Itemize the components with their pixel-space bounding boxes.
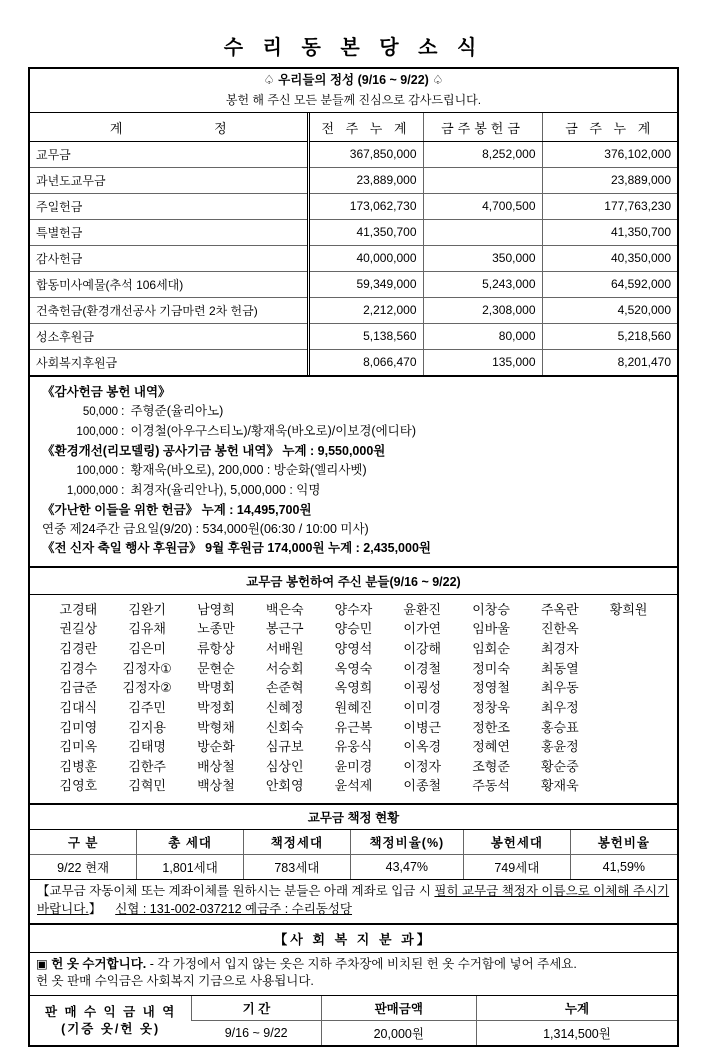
sales-header-amount: 판매금액 [321, 996, 476, 1021]
header-account-right: 정 [214, 118, 227, 137]
stats-value-row [30, 855, 677, 880]
contributor-name: 진한옥 [525, 621, 594, 638]
contributor-name: 옥영숙 [319, 661, 388, 678]
contributor-name: 안회영 [250, 778, 319, 795]
contributor-name: 김병훈 [44, 759, 113, 776]
offering-row-total: 376,102,000 [542, 141, 677, 167]
contributor-name: 박명회 [182, 680, 251, 697]
remodel-names-0: 황재욱(바오로), 200,000 : 방순화(엘리사벳) [130, 463, 366, 477]
contributor-name: 김금준 [44, 680, 113, 697]
thanks-amount-1: 100,000 [42, 424, 118, 442]
contributor-name: 양승민 [319, 621, 388, 638]
offering-row-week: 4,700,500 [423, 193, 542, 219]
contributor-name: 배상철 [182, 759, 251, 776]
offering-details [30, 377, 677, 566]
contributor-name [594, 759, 663, 776]
contributor-name: 손준혁 [250, 680, 319, 697]
clothing-collection-notice [30, 953, 677, 997]
header-this-week: 금주봉헌금 [423, 113, 542, 142]
contributor-name: 이굉성 [388, 680, 457, 697]
offering-banner: ♤ 우리들의 정성 (9/16 ~ 9/22) ♤ [30, 69, 677, 92]
contributor-name: 심규보 [250, 739, 319, 756]
offering-row-week [423, 167, 542, 193]
table-row [30, 167, 677, 193]
contributor-name: 정한조 [457, 720, 526, 737]
stats-header-cell: 봉헌세대 [463, 830, 570, 855]
contributor-name: 임바울 [457, 621, 526, 638]
sales-value-total: 1,314,500원 [476, 1021, 677, 1046]
contributor-name: 최우정 [525, 700, 594, 717]
thanks-names-1: 이경철(아우구스티노)/황재욱(바오로)/이보경(에디타) [130, 424, 416, 438]
contributor-name: 주옥란 [525, 602, 594, 619]
contributor-name: 김유채 [113, 621, 182, 638]
contributor-name [594, 720, 663, 737]
offering-row-week [423, 219, 542, 245]
contributor-name: 윤미경 [319, 759, 388, 776]
offering-row-prev: 23,889,000 [308, 167, 423, 193]
sales-header-period: 기 간 [192, 996, 321, 1021]
poor-offering-header: 《가난한 이들을 위한 헌금》 누계 : 14,495,700원 [42, 501, 667, 520]
offering-row-name: 주일헌금 [30, 193, 308, 219]
contributor-name: 최동열 [525, 661, 594, 678]
offering-row-name: 특별헌금 [30, 219, 308, 245]
contributor-name: 유웅식 [319, 739, 388, 756]
sales-value-amount: 20,000원 [321, 1021, 476, 1046]
contributor-name: 봉근구 [250, 621, 319, 638]
table-row [30, 141, 677, 167]
contributor-name: 박형채 [182, 720, 251, 737]
remodel-amount-1: 1,000,000 [42, 483, 118, 501]
contributor-name: 유근복 [319, 720, 388, 737]
contributor-name: 이병근 [388, 720, 457, 737]
contributor-name: 심상인 [250, 759, 319, 776]
social-welfare-title: 【사 회 복 지 분 과】 [30, 925, 677, 953]
clothing-sales-table [30, 996, 677, 1045]
offering-row-week: 5,243,000 [423, 271, 542, 297]
contributor-name: 김주민 [113, 700, 182, 717]
contributor-name: 권길상 [44, 621, 113, 638]
thanks-offering-header: 《감사헌금 봉헌 내역》 [42, 383, 667, 402]
transfer-notice-underlined: 필히 교무금 책정자 이름으로 이체해 주시기 바랍니다. [37, 884, 669, 916]
transfer-notice-text1: 【교무금 자동이체 또는 계좌이체를 원하시는 분들은 아래 계좌로 입금 시 [37, 884, 434, 898]
transfer-notice [30, 879, 677, 923]
contributor-name [594, 778, 663, 795]
assessment-stats-section [28, 805, 679, 925]
contributor-name [594, 739, 663, 756]
contributor-name [594, 641, 663, 658]
offering-row-prev: 8,066,470 [308, 349, 423, 375]
table-row [30, 193, 677, 219]
contributor-name [594, 621, 663, 638]
offering-row-total: 4,520,000 [542, 297, 677, 323]
contributor-name: 윤석제 [319, 778, 388, 795]
contributor-name: 황재욱 [525, 778, 594, 795]
offering-row-prev: 2,212,000 [308, 297, 423, 323]
contributor-name [594, 700, 663, 717]
contributor-name: 방순화 [182, 739, 251, 756]
sales-header-total: 누계 [476, 996, 677, 1021]
contributor-name: 원혜진 [319, 700, 388, 717]
offering-table-header-row [30, 113, 677, 142]
contributor-name: 정미숙 [457, 661, 526, 678]
contributor-name: 조형준 [457, 759, 526, 776]
contributor-names-title: 교무금 봉헌하여 주신 분들(9/16 ~ 9/22) [30, 568, 677, 595]
offering-row-name: 사회복지후원금 [30, 349, 308, 375]
contributor-name: 노종만 [182, 621, 251, 638]
contributor-name [594, 661, 663, 678]
thanks-line-0: 50,000 : 주형준(율리아노) [42, 402, 667, 422]
contributor-name: 양영석 [319, 641, 388, 658]
contributor-names-grid [30, 595, 677, 803]
offering-row-name: 과년도교무금 [30, 167, 308, 193]
stats-header-cell: 책정비율(%) [350, 830, 463, 855]
table-row [30, 349, 677, 375]
contributor-name: 이미경 [388, 700, 457, 717]
poor-offering-line: 연중 제24주간 금요일(9/20) : 534,000원(06:30 / 10:00 미사) [42, 520, 667, 539]
offering-row-total: 23,889,000 [542, 167, 677, 193]
social-welfare-section [28, 925, 679, 1047]
contributor-name: 정영철 [457, 680, 526, 697]
header-account [30, 113, 308, 142]
remodel-names-1: 최경자(율리안나), 5,000,000 : 익명 [130, 483, 320, 497]
transfer-notice-account: 신협 : 131-002-037212 예금주 : 수리동성당 [115, 902, 352, 916]
stats-header-cell: 봉헌비율 [570, 830, 677, 855]
offering-row-total: 41,350,700 [542, 219, 677, 245]
contributor-name: 김정자① [113, 661, 182, 678]
thanks-amount-0: 50,000 [42, 404, 118, 422]
contributor-name: 백은숙 [250, 602, 319, 619]
offering-table [30, 113, 677, 375]
header-current-total: 금 주 누 계 [542, 113, 677, 142]
table-row [30, 219, 677, 245]
thanks-line-1: 100,000 : 이경철(아우구스티노)/황재욱(바오로)/이보경(에디타) [42, 422, 667, 442]
offering-row-name: 합동미사예물(추석 106세대) [30, 271, 308, 297]
contributor-name: 김완기 [113, 602, 182, 619]
remodel-line-0: 100,000 : 황재욱(바오로), 200,000 : 방순화(엘리사벳) [42, 461, 667, 481]
contributor-name: 주동석 [457, 778, 526, 795]
contributor-name: 김혁민 [113, 778, 182, 795]
contributor-name: 박정회 [182, 700, 251, 717]
stats-header-cell: 총 세대 [137, 830, 244, 855]
page-title: 수 리 동 본 당 소 식 [28, 0, 679, 67]
offering-row-week: 8,252,000 [423, 141, 542, 167]
contributor-name [594, 680, 663, 697]
contributor-name: 김정자② [113, 680, 182, 697]
contributor-name: 김은미 [113, 641, 182, 658]
table-row [30, 245, 677, 271]
offering-row-total: 8,201,470 [542, 349, 677, 375]
offering-row-name: 교무금 [30, 141, 308, 167]
contributor-names-section [28, 568, 679, 805]
offering-row-week: 135,000 [423, 349, 542, 375]
contributor-name: 김지용 [113, 720, 182, 737]
offering-row-total: 64,592,000 [542, 271, 677, 297]
stats-header-row [30, 830, 677, 855]
offering-row-prev: 367,850,000 [308, 141, 423, 167]
contributor-name: 김미옥 [44, 739, 113, 756]
contributor-name: 서승회 [250, 661, 319, 678]
contributor-name: 김미영 [44, 720, 113, 737]
contributor-name: 신혜정 [250, 700, 319, 717]
offering-details-section [28, 377, 679, 568]
offering-row-week: 2,308,000 [423, 297, 542, 323]
contributor-name: 서배원 [250, 641, 319, 658]
transfer-notice-text2: 】 [89, 902, 102, 916]
remodel-amount-0: 100,000 [42, 463, 118, 481]
offering-row-week: 80,000 [423, 323, 542, 349]
offering-row-week: 350,000 [423, 245, 542, 271]
bullet-icon: ▣ [36, 957, 48, 971]
contributor-name: 정창욱 [457, 700, 526, 717]
offering-row-prev: 59,349,000 [308, 271, 423, 297]
contributor-name: 김태명 [113, 739, 182, 756]
contributor-name: 이종철 [388, 778, 457, 795]
offering-section [28, 67, 679, 377]
offering-row-prev: 40,000,000 [308, 245, 423, 271]
contributor-name: 이가연 [388, 621, 457, 638]
contributor-name: 백상철 [182, 778, 251, 795]
stats-value-cell: 1,801세대 [137, 855, 244, 880]
contributor-name: 이경철 [388, 661, 457, 678]
sales-label-cell [30, 996, 192, 1045]
offering-row-total: 5,218,560 [542, 323, 677, 349]
offering-row-prev: 41,350,700 [308, 219, 423, 245]
header-prev-total: 전 주 누 계 [308, 113, 423, 142]
contributor-name: 홍승표 [525, 720, 594, 737]
stats-header-cell: 구 분 [30, 830, 137, 855]
contributor-name: 이창승 [457, 602, 526, 619]
contributor-name: 문현순 [182, 661, 251, 678]
contributor-name: 고경태 [44, 602, 113, 619]
contributor-name: 정혜연 [457, 739, 526, 756]
offering-table-body [30, 141, 677, 375]
assessment-stats-table [30, 830, 677, 879]
contributor-name: 이정자 [388, 759, 457, 776]
sales-label-line2: (기증 옷/헌 옷) [30, 1021, 191, 1038]
contributor-name: 김한주 [113, 759, 182, 776]
table-row [30, 271, 677, 297]
assessment-stats-title: 교무금 책정 현황 [30, 805, 677, 830]
contributor-name: 이옥경 [388, 739, 457, 756]
offering-row-prev: 5,138,560 [308, 323, 423, 349]
clothing-collection-lead: 헌 옷 수거합니다. [51, 957, 146, 971]
stats-value-cell: 9/22 현재 [30, 855, 137, 880]
stats-value-cell: 749세대 [463, 855, 570, 880]
contributor-name: 윤환진 [388, 602, 457, 619]
offering-row-name: 감사헌금 [30, 245, 308, 271]
contributor-name: 신회숙 [250, 720, 319, 737]
contributor-name: 황순중 [525, 759, 594, 776]
remodel-fund-header: 《환경개선(리모델링) 공사기금 봉헌 내역》 누계 : 9,550,000원 [42, 442, 667, 461]
contributor-name: 옥영희 [319, 680, 388, 697]
clothing-collection-body: - 각 가정에서 입지 않는 옷은 지하 주차장에 비치된 헌 옷 수거함에 넣어 주세요. [146, 957, 577, 971]
offering-row-prev: 173,062,730 [308, 193, 423, 219]
stats-value-cell: 43,47% [350, 855, 463, 880]
contributor-name: 김대식 [44, 700, 113, 717]
offering-row-total: 177,763,230 [542, 193, 677, 219]
stats-header-cell: 책정세대 [244, 830, 351, 855]
stats-value-cell: 41,59% [570, 855, 677, 880]
contributor-name: 홍윤정 [525, 739, 594, 756]
table-row [30, 323, 677, 349]
offering-subtitle: 봉헌 해 주신 모든 분들께 진심으로 감사드립니다. [30, 92, 677, 113]
contributor-name: 김영호 [44, 778, 113, 795]
contributor-name: 이강해 [388, 641, 457, 658]
contributor-name: 양수자 [319, 602, 388, 619]
contributor-name: 김경수 [44, 661, 113, 678]
thanks-names-0: 주형준(율리아노) [130, 404, 223, 418]
sales-value-period: 9/16 ~ 9/22 [192, 1021, 321, 1046]
contributor-name: 최경자 [525, 641, 594, 658]
header-account-left: 계 [110, 118, 123, 137]
contributor-name: 김경란 [44, 641, 113, 658]
remodel-line-1: 1,000,000 : 최경자(율리안나), 5,000,000 : 익명 [42, 481, 667, 501]
clothing-collection-body2: 헌 옷 판매 수익금은 사회복지 기금으로 사용됩니다. [36, 974, 314, 988]
contributor-name: 임회순 [457, 641, 526, 658]
feast-support-header: 《전 신자 축일 행사 후원금》 9월 후원금 174,000원 누계 : 2,435,000원 [42, 539, 667, 558]
sales-label-line1: 판 매 수 익 금 내 역 [30, 1004, 191, 1021]
contributor-name: 남영희 [182, 602, 251, 619]
offering-row-name: 성소후원금 [30, 323, 308, 349]
contributor-name: 황희원 [594, 602, 663, 619]
offering-row-name: 건축헌금(환경개선공사 기금마련 2차 헌금) [30, 297, 308, 323]
contributor-name: 류항상 [182, 641, 251, 658]
offering-row-total: 40,350,000 [542, 245, 677, 271]
stats-value-cell: 783세대 [244, 855, 351, 880]
contributor-name: 최우동 [525, 680, 594, 697]
table-row [30, 297, 677, 323]
